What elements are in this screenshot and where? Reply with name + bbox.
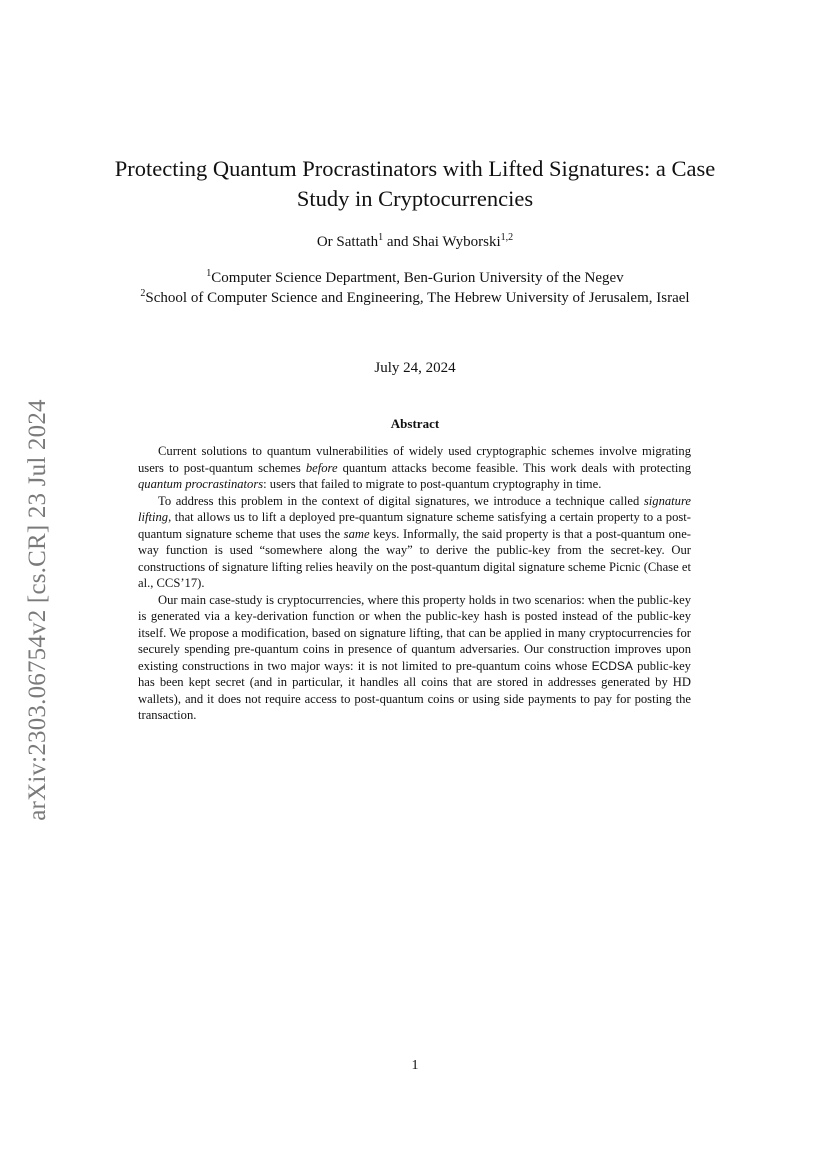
affil-text: School of Computer Science and Engineering, The Hebrew University of Jerusalem, Israel — [145, 290, 690, 306]
text-run: Our main case-study is cryptocurrencies, where this property holds in two scenarios: when the public-key is generated via a key-derivation function or when the public-key hash is posted instead of the public-key itself. We propose a modification, based on signature lifting, that can be applied in many cryptocurrencies for securely spending pre-quantum coins in presence of quantum adversaries. Our construction improves upon existing constructions in two major ways: it is not limited to pre-quantum coins whose — [138, 592, 691, 673]
author-joiner: and — [386, 234, 409, 250]
emphasis: quantum procrastinators — [138, 477, 264, 491]
page-number: 1 — [411, 1058, 419, 1073]
paper-title: Protecting Quantum Procrastinators with Lifted Signatures: a Case Study in Cryptocurrencies — [114, 156, 716, 211]
text-run: keys. Informally, the said property is that a post-quantum one-way function is used “somewhere along the way” to derive the public-key from the secret-key. Our constructions of signature lifting relies heavily on the post-quantum digital signature scheme Picnic (Chase et al., CCS’17). — [138, 526, 691, 590]
arxiv-side-stamp: arXiv:2303.06754v2 [cs.CR] 23 Jul 2024 — [24, 399, 51, 821]
author-name: Shai Wyborski — [412, 234, 501, 250]
sans-term: ECDSA — [591, 658, 633, 673]
affil-text: Computer Science Department, Ben-Gurion University of the Negev — [211, 270, 624, 286]
abstract-paragraph-1 — [138, 443, 691, 493]
text-run: To address this problem in the context of digital signatures, we introduce a technique called — [158, 493, 644, 508]
emphasis: signature lifting — [138, 493, 691, 524]
text-run: public-key has been kept secret (and in particular, it handles all coins that are stored in addresses generated by HD wallets), and it does not require access to post-quantum coins or using side payments to pay for posting the transaction. — [138, 658, 691, 722]
affiliation-2 — [90, 288, 740, 308]
abstract-body — [138, 443, 691, 724]
abstract-heading: Abstract — [390, 416, 440, 431]
text-run: Current solutions to quantum vulnerabilities of widely used cryptographic schemes involve migrating users to post-quantum schemes — [138, 444, 691, 475]
affil-mark: 1 — [206, 268, 212, 279]
emphasis: same — [343, 526, 370, 541]
abstract-paragraph-3 — [138, 592, 691, 724]
abstract-paragraph-2 — [138, 493, 691, 592]
author-affil-mark: 1 — [378, 232, 384, 243]
text-run: , that allows us to lift a deployed pre-quantum signature scheme satisfying a certain property to a post-quantum signature scheme that uses the — [138, 510, 691, 541]
affiliations — [90, 268, 740, 308]
author-line — [90, 232, 740, 252]
text-run: : users that failed to migrate to post-quantum cryptography in time. — [263, 477, 602, 491]
paper-date: July 24, 2024 — [374, 360, 456, 376]
author-affil-mark: 1,2 — [500, 232, 514, 243]
text-run: quantum attacks become feasible. This work deals with protecting — [337, 460, 691, 475]
affil-mark: 2 — [140, 288, 146, 299]
author-name: Or Sattath — [316, 234, 379, 250]
affiliation-1 — [90, 268, 740, 288]
emphasis: before — [305, 460, 338, 475]
